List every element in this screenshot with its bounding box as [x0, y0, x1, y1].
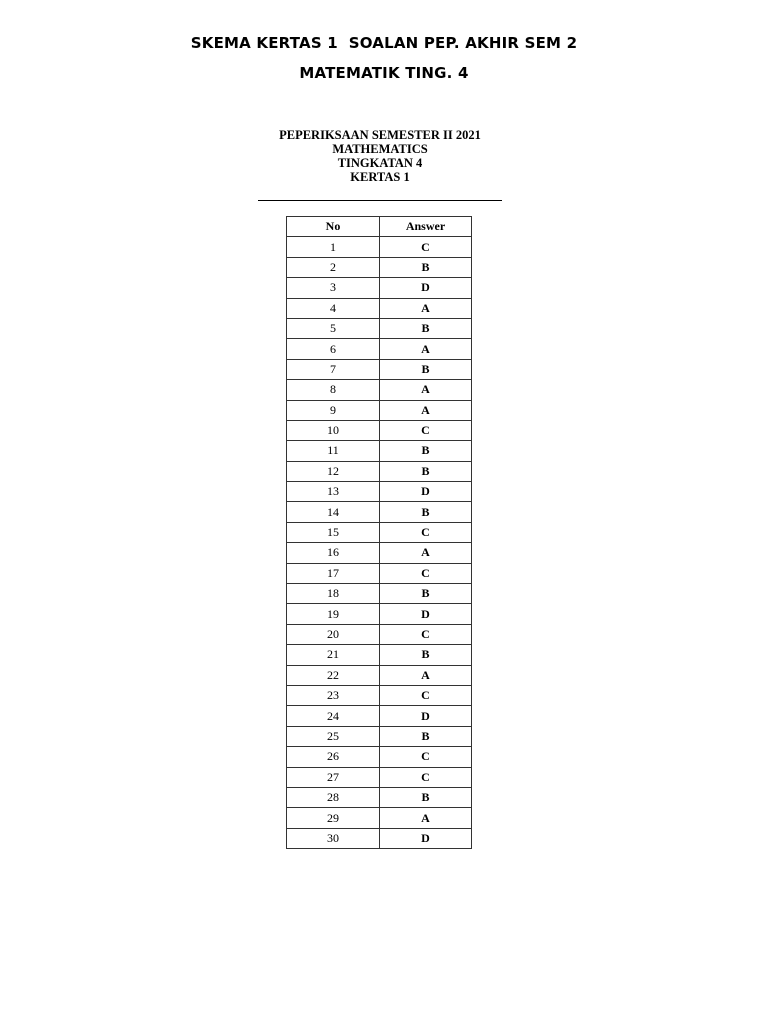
table-row	[287, 482, 472, 502]
table-row	[287, 828, 472, 848]
column-header-answer: Answer	[380, 217, 472, 237]
table-row	[287, 237, 472, 257]
answer-letter: B	[380, 318, 472, 338]
table-row	[287, 298, 472, 318]
question-number: 11	[287, 441, 380, 461]
exam-info-block	[258, 128, 502, 184]
question-number: 8	[287, 380, 380, 400]
table-row	[287, 685, 472, 705]
table-header-row	[287, 217, 472, 237]
answer-letter: B	[380, 257, 472, 277]
table-row	[287, 359, 472, 379]
table-row	[287, 706, 472, 726]
question-number: 3	[287, 278, 380, 298]
question-number: 9	[287, 400, 380, 420]
answer-letter: A	[380, 380, 472, 400]
answer-letter: C	[380, 237, 472, 257]
column-header-no: No	[287, 217, 380, 237]
table-row	[287, 400, 472, 420]
question-number: 6	[287, 339, 380, 359]
answer-letter: B	[380, 726, 472, 746]
answer-letter: C	[380, 522, 472, 542]
table-row	[287, 563, 472, 583]
divider-line	[258, 200, 502, 201]
question-number: 4	[287, 298, 380, 318]
answer-letter: C	[380, 767, 472, 787]
answer-letter: B	[380, 441, 472, 461]
question-number: 28	[287, 787, 380, 807]
table-row	[287, 461, 472, 481]
answer-letter: A	[380, 665, 472, 685]
exam-form: TINGKATAN 4	[337, 156, 423, 170]
answer-letter: C	[380, 563, 472, 583]
question-number: 18	[287, 584, 380, 604]
question-number: 24	[287, 706, 380, 726]
question-number: 2	[287, 257, 380, 277]
answer-key-body	[287, 237, 472, 849]
question-number: 23	[287, 685, 380, 705]
question-number: 5	[287, 318, 380, 338]
question-number: 29	[287, 808, 380, 828]
question-number: 16	[287, 543, 380, 563]
answer-letter: D	[380, 278, 472, 298]
table-row	[287, 747, 472, 767]
table-row	[287, 767, 472, 787]
answer-letter: C	[380, 420, 472, 440]
document-subtitle: MATEMATIK TING. 4	[299, 64, 469, 82]
answer-letter: C	[380, 685, 472, 705]
table-row	[287, 726, 472, 746]
answer-letter: B	[380, 461, 472, 481]
table-row	[287, 604, 472, 624]
answer-letter: C	[380, 624, 472, 644]
table-row	[287, 257, 472, 277]
table-row	[287, 645, 472, 665]
question-number: 21	[287, 645, 380, 665]
question-number: 22	[287, 665, 380, 685]
answer-letter: B	[380, 584, 472, 604]
table-row	[287, 502, 472, 522]
table-row	[287, 441, 472, 461]
answer-letter: D	[380, 706, 472, 726]
exam-session: PEPERIKSAAN SEMESTER II 2021	[279, 128, 481, 142]
answer-letter: A	[380, 339, 472, 359]
answer-letter: C	[380, 747, 472, 767]
answer-key-table	[286, 216, 472, 849]
question-number: 26	[287, 747, 380, 767]
document-title: SKEMA KERTAS 1 SOALAN PEP. AKHIR SEM 2	[190, 34, 578, 52]
question-number: 30	[287, 828, 380, 848]
question-number: 27	[287, 767, 380, 787]
question-number: 13	[287, 482, 380, 502]
answer-letter: B	[380, 645, 472, 665]
question-number: 7	[287, 359, 380, 379]
table-row	[287, 318, 472, 338]
table-row	[287, 584, 472, 604]
table-row	[287, 543, 472, 563]
table-row	[287, 808, 472, 828]
answer-letter: A	[380, 400, 472, 420]
answer-letter: A	[380, 543, 472, 563]
answer-letter: B	[380, 502, 472, 522]
exam-subject: MATHEMATICS	[332, 142, 428, 156]
table-row	[287, 787, 472, 807]
table-row	[287, 278, 472, 298]
question-number: 17	[287, 563, 380, 583]
question-number: 1	[287, 237, 380, 257]
answer-letter: A	[380, 298, 472, 318]
answer-letter: D	[380, 828, 472, 848]
question-number: 20	[287, 624, 380, 644]
question-number: 15	[287, 522, 380, 542]
table-row	[287, 380, 472, 400]
table-row	[287, 522, 472, 542]
table-row	[287, 665, 472, 685]
question-number: 25	[287, 726, 380, 746]
question-number: 12	[287, 461, 380, 481]
question-number: 19	[287, 604, 380, 624]
answer-letter: D	[380, 482, 472, 502]
table-row	[287, 339, 472, 359]
answer-letter: A	[380, 808, 472, 828]
answer-letter: B	[380, 359, 472, 379]
exam-paper: KERTAS 1	[350, 170, 410, 184]
answer-letter: D	[380, 604, 472, 624]
table-row	[287, 420, 472, 440]
question-number: 10	[287, 420, 380, 440]
answer-letter: B	[380, 787, 472, 807]
table-row	[287, 624, 472, 644]
question-number: 14	[287, 502, 380, 522]
